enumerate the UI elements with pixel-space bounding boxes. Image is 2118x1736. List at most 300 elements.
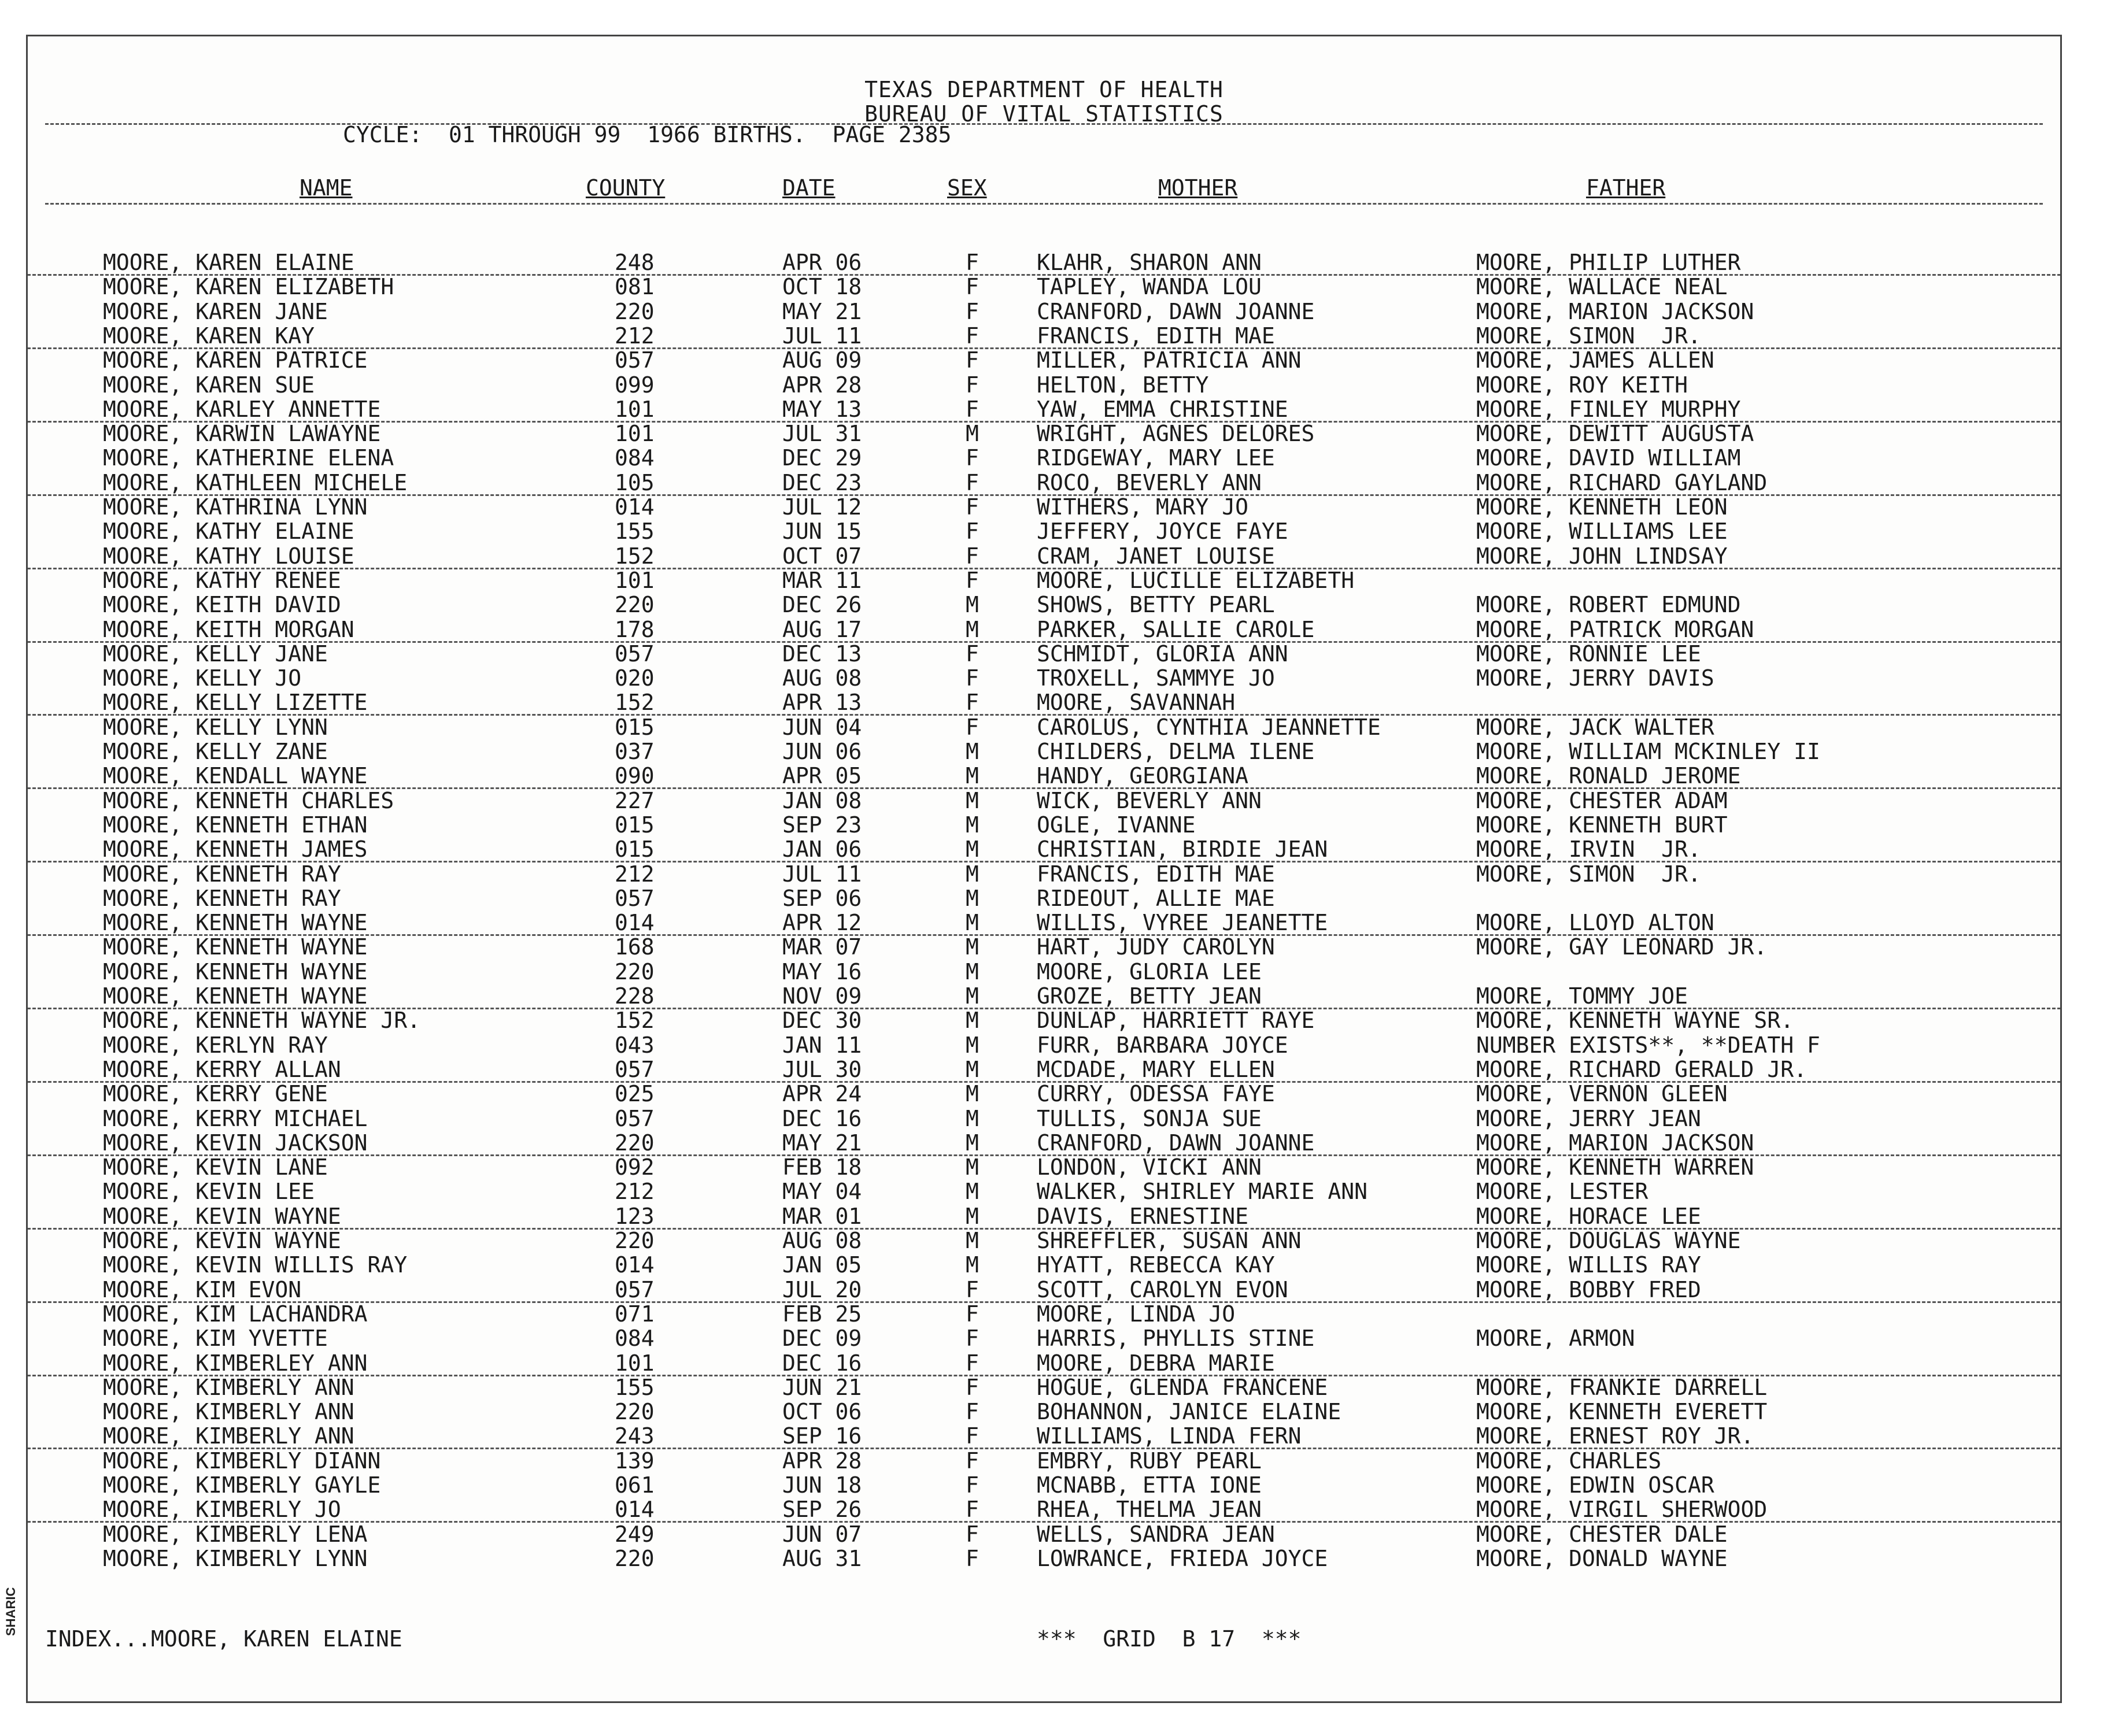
record-county: 212 (615, 323, 655, 349)
record-county: 057 (615, 347, 655, 373)
record-sex: M (966, 1081, 979, 1107)
record-mother: SHOWS, BETTY PEARL (1037, 592, 1275, 618)
record-sex: F (966, 1301, 979, 1327)
record-father: MOORE, TOMMY JOE (1476, 983, 1688, 1009)
record-date: MAR 11 (782, 567, 862, 593)
record-date: AUG 17 (782, 616, 862, 642)
record-sex: F (966, 665, 979, 691)
record-name: MOORE, KERRY MICHAEL (103, 1105, 368, 1131)
record-county: 071 (615, 1301, 655, 1327)
record-date: AUG 31 (782, 1545, 862, 1571)
column-header-county: COUNTY (586, 175, 666, 201)
column-header-mother: MOTHER (1158, 175, 1238, 201)
record-row (28, 960, 2060, 984)
record-name: MOORE, KENNETH ETHAN (103, 812, 368, 838)
record-sex: F (966, 298, 979, 324)
record-name: MOORE, KAREN ELIZABETH (103, 274, 394, 300)
record-father: MOORE, WALLACE NEAL (1476, 274, 1728, 300)
record-father: MOORE, KENNETH WARREN (1476, 1154, 1754, 1180)
record-sex: M (966, 934, 979, 960)
record-father: MOORE, VIRGIL SHERWOOD (1476, 1497, 1768, 1523)
record-row (28, 617, 2060, 642)
record-sex: M (966, 1154, 979, 1180)
record-county: 212 (615, 1179, 655, 1205)
record-father: MOORE, LESTER (1476, 1179, 1648, 1205)
record-row (28, 1497, 2060, 1522)
record-mother: WILLIAMS, LINDA FERN (1037, 1423, 1302, 1449)
record-row (28, 935, 2060, 959)
record-row (28, 519, 2060, 543)
record-sex: M (966, 1056, 979, 1082)
record-county: 101 (615, 421, 655, 447)
record-county: 057 (615, 1276, 655, 1302)
record-date: JAN 06 (782, 836, 862, 863)
record-father: MOORE, MARION JACKSON (1476, 298, 1754, 324)
record-county: 243 (615, 1423, 655, 1449)
record-county: 015 (615, 714, 655, 740)
record-date: MAY 16 (782, 958, 862, 984)
record-mother: HOGUE, GLENDA FRANCENE (1037, 1374, 1328, 1400)
record-name: MOORE, KAREN KAY (103, 323, 315, 349)
record-father: MOORE, CHESTER DALE (1476, 1521, 1728, 1547)
record-county: 057 (615, 885, 655, 911)
record-mother: DUNLAP, HARRIETT RAYE (1037, 1008, 1315, 1034)
record-date: JUN 04 (782, 714, 862, 740)
record-father: MOORE, RICHARD GAYLAND (1476, 469, 1768, 495)
record-name: MOORE, KIMBERLY LENA (103, 1521, 368, 1547)
record-mother: MCNABB, ETTA IONE (1037, 1472, 1262, 1498)
record-county: 152 (615, 690, 655, 716)
record-date: MAR 07 (782, 934, 862, 960)
record-date: SEP 06 (782, 885, 862, 911)
record-father: MOORE, PHILIP LUTHER (1476, 250, 1741, 275)
record-row (28, 495, 2060, 519)
record-mother: SCOTT, CAROLYN EVON (1037, 1276, 1288, 1302)
record-name: MOORE, KAREN ELAINE (103, 250, 354, 275)
record-name: MOORE, KARWIN LAWAYNE (103, 421, 381, 447)
footer-grid: *** GRID B 17 *** (1037, 1626, 1302, 1652)
record-row (28, 886, 2060, 910)
record-date: MAR 01 (782, 1203, 862, 1229)
record-date: AUG 09 (782, 347, 862, 373)
record-name: MOORE, KAREN PATRICE (103, 347, 368, 373)
record-sex: F (966, 469, 979, 495)
record-mother: MOORE, SAVANNAH (1037, 690, 1236, 716)
record-date: OCT 18 (782, 274, 862, 300)
record-sex: M (966, 812, 979, 838)
record-sex: F (966, 1326, 979, 1352)
record-county: 249 (615, 1521, 655, 1547)
record-sex: F (966, 543, 979, 569)
record-row (28, 1351, 2060, 1375)
record-name: MOORE, KENNETH CHARLES (103, 787, 394, 813)
record-mother: CRANFORD, DAWN JOANNE (1037, 298, 1315, 324)
record-county: 220 (615, 1228, 655, 1253)
record-father: MOORE, KENNETH EVERETT (1476, 1399, 1768, 1425)
record-county: 152 (615, 543, 655, 569)
record-date: DEC 16 (782, 1350, 862, 1376)
record-date: DEC 16 (782, 1105, 862, 1131)
record-mother: WRIGHT, AGNES DELORES (1037, 421, 1315, 447)
record-sex: F (966, 1497, 979, 1523)
record-name: MOORE, KIMBERLY LYNN (103, 1545, 368, 1571)
record-sex: F (966, 690, 979, 716)
record-name: MOORE, KELLY LIZETTE (103, 690, 368, 716)
record-date: JUN 21 (782, 1374, 862, 1400)
record-row (28, 1033, 2060, 1057)
record-mother: GROZE, BETTY JEAN (1037, 983, 1262, 1009)
record-row (28, 715, 2060, 739)
record-county: 155 (615, 519, 655, 545)
record-date: APR 05 (782, 763, 862, 789)
record-mother: PARKER, SALLIE CAROLE (1037, 616, 1315, 642)
record-date: JUL 20 (782, 1276, 862, 1302)
record-date: APR 13 (782, 690, 862, 716)
record-date: APR 12 (782, 910, 862, 936)
record-mother: MOORE, GLORIA LEE (1037, 958, 1262, 984)
record-mother: KLAHR, SHARON ANN (1037, 250, 1262, 275)
record-name: MOORE, KERLYN RAY (103, 1032, 328, 1058)
record-mother: MOORE, LINDA JO (1037, 1301, 1236, 1327)
record-name: MOORE, KIM EVON (103, 1276, 302, 1302)
record-name: MOORE, KELLY ZANE (103, 739, 328, 764)
record-county: 014 (615, 910, 655, 936)
record-row (28, 910, 2060, 935)
record-mother: RIDGEWAY, MARY LEE (1037, 445, 1275, 471)
record-row (28, 1522, 2060, 1546)
record-date: APR 06 (782, 250, 862, 275)
record-name: MOORE, KELLY JO (103, 665, 302, 691)
record-date: JUL 11 (782, 323, 862, 349)
record-date: JUN 15 (782, 519, 862, 545)
record-mother: TAPLEY, WANDA LOU (1037, 274, 1262, 300)
record-father: MOORE, CHESTER ADAM (1476, 787, 1728, 813)
record-mother: YAW, EMMA CHRISTINE (1037, 396, 1288, 422)
record-mother: WICK, BEVERLY ANN (1037, 787, 1262, 813)
record-county: 105 (615, 469, 655, 495)
record-sex: F (966, 1472, 979, 1498)
record-father: MOORE, RICHARD GERALD JR. (1476, 1056, 1807, 1082)
record-row (28, 568, 2060, 593)
record-name: MOORE, KATHLEEN MICHELE (103, 469, 408, 495)
record-mother: MCDADE, MARY ELLEN (1037, 1056, 1275, 1082)
record-father: MOORE, FINLEY MURPHY (1476, 396, 1741, 422)
record-row (28, 813, 2060, 837)
record-sex: F (966, 372, 979, 398)
record-date: NOV 09 (782, 983, 862, 1009)
record-name: MOORE, KARLEY ANNETTE (103, 396, 381, 422)
record-county: 228 (615, 983, 655, 1009)
record-name: MOORE, KEVIN WAYNE (103, 1228, 341, 1253)
record-name: MOORE, KERRY GENE (103, 1081, 328, 1107)
record-mother: HANDY, GEORGIANA (1037, 763, 1249, 789)
record-sex: F (966, 1399, 979, 1425)
record-row (28, 1326, 2060, 1350)
record-name: MOORE, KIM YVETTE (103, 1326, 328, 1352)
record-date: MAY 13 (782, 396, 862, 422)
record-county: 014 (615, 1497, 655, 1523)
record-county: 220 (615, 1399, 655, 1425)
record-county: 057 (615, 1105, 655, 1131)
record-father: MOORE, RONNIE LEE (1476, 641, 1701, 667)
record-date: JUL 31 (782, 421, 862, 447)
record-name: MOORE, KENNETH WAYNE (103, 983, 368, 1009)
record-mother: HELTON, BETTY (1037, 372, 1209, 398)
record-name: MOORE, KEITH MORGAN (103, 616, 354, 642)
record-county: 020 (615, 665, 655, 691)
record-name: MOORE, KELLY JANE (103, 641, 328, 667)
record-name: MOORE, KELLY LYNN (103, 714, 328, 740)
column-header-father: FATHER (1586, 175, 1666, 201)
record-mother: FURR, BARBARA JOYCE (1037, 1032, 1288, 1058)
record-county: 101 (615, 567, 655, 593)
record-mother: LOWRANCE, FRIEDA JOYCE (1037, 1545, 1328, 1571)
record-name: MOORE, KENNETH WAYNE (103, 958, 368, 984)
footer-index: INDEX...MOORE, KAREN ELAINE (45, 1626, 402, 1652)
record-name: MOORE, KEVIN LANE (103, 1154, 328, 1180)
record-name: MOORE, KEVIN WILLIS RAY (103, 1252, 408, 1278)
column-header-date: DATE (782, 175, 836, 201)
bureau-title: BUREAU OF VITAL STATISTICS (864, 101, 1224, 127)
record-mother: SHREFFLER, SUSAN ANN (1037, 1228, 1302, 1253)
record-county: 037 (615, 739, 655, 764)
record-county: 081 (615, 274, 655, 300)
record-row (28, 446, 2060, 470)
record-date: AUG 08 (782, 665, 862, 691)
record-sex: F (966, 1374, 979, 1400)
record-sex: F (966, 714, 979, 740)
record-name: MOORE, KIMBERLY ANN (103, 1374, 354, 1400)
record-sex: F (966, 323, 979, 349)
record-sex: F (966, 1276, 979, 1302)
record-county: 248 (615, 250, 655, 275)
record-father: MOORE, RONALD JEROME (1476, 763, 1741, 789)
record-sex: M (966, 421, 979, 447)
record-mother: CAROLUS, CYNTHIA JEANNETTE (1037, 714, 1381, 740)
record-name: MOORE, KEITH DAVID (103, 592, 341, 618)
record-sex: M (966, 861, 979, 887)
record-mother: WITHERS, MARY JO (1037, 494, 1249, 520)
record-name: MOORE, KIMBERLY DIANN (103, 1448, 381, 1474)
record-row (28, 471, 2060, 495)
record-sex: F (966, 1423, 979, 1449)
record-county: 152 (615, 1008, 655, 1034)
record-row (28, 764, 2060, 788)
record-father: MOORE, CHARLES (1476, 1448, 1662, 1474)
record-row (28, 1546, 2060, 1571)
record-name: MOORE, KATHY ELAINE (103, 519, 354, 545)
record-name: MOORE, KAREN SUE (103, 372, 315, 398)
record-mother: DAVIS, ERNESTINE (1037, 1203, 1249, 1229)
record-row (28, 1375, 2060, 1400)
record-father: MOORE, IRVIN JR. (1476, 836, 1701, 863)
record-row (28, 593, 2060, 617)
record-mother: HARRIS, PHYLLIS STINE (1037, 1326, 1315, 1352)
record-sex: M (966, 739, 979, 764)
record-mother: WELLS, SANDRA JEAN (1037, 1521, 1275, 1547)
record-father: MOORE, SIMON JR. (1476, 323, 1701, 349)
record-mother: WALKER, SHIRLEY MARIE ANN (1037, 1179, 1367, 1205)
record-row (28, 1057, 2060, 1082)
record-father: MOORE, DAVID WILLIAM (1476, 445, 1741, 471)
record-county: 057 (615, 1056, 655, 1082)
record-mother: LONDON, VICKI ANN (1037, 1154, 1262, 1180)
record-date: MAY 21 (782, 298, 862, 324)
record-sex: M (966, 1228, 979, 1253)
record-sex: F (966, 445, 979, 471)
record-father: MOORE, HORACE LEE (1476, 1203, 1701, 1229)
record-sex: M (966, 616, 979, 642)
record-row (28, 1204, 2060, 1228)
record-father: MOORE, SIMON JR. (1476, 861, 1701, 887)
record-name: MOORE, KEVIN LEE (103, 1179, 315, 1205)
record-row (28, 1253, 2060, 1277)
record-father: MOORE, ROY KEITH (1476, 372, 1688, 398)
record-row (28, 275, 2060, 299)
record-date: DEC 29 (782, 445, 862, 471)
record-sex: F (966, 519, 979, 545)
record-row (28, 1400, 2060, 1424)
record-date: FEB 18 (782, 1154, 862, 1180)
column-header-name: NAME (300, 175, 353, 201)
record-row (28, 299, 2060, 324)
record-county: 227 (615, 787, 655, 813)
record-father: MOORE, EDWIN OSCAR (1476, 1472, 1714, 1498)
record-date: SEP 23 (782, 812, 862, 838)
record-mother: CRAM, JANET LOUISE (1037, 543, 1275, 569)
record-county: 061 (615, 1472, 655, 1498)
record-date: JUL 12 (782, 494, 862, 520)
record-father: MOORE, LLOYD ALTON (1476, 910, 1714, 936)
record-date: JUL 11 (782, 861, 862, 887)
record-mother: TULLIS, SONJA SUE (1037, 1105, 1262, 1131)
record-sex: M (966, 1105, 979, 1131)
record-sex: M (966, 1252, 979, 1278)
record-sex: F (966, 1448, 979, 1474)
record-sex: M (966, 910, 979, 936)
record-date: SEP 16 (782, 1423, 862, 1449)
record-date: JUN 06 (782, 739, 862, 764)
record-county: 220 (615, 592, 655, 618)
record-sex: M (966, 787, 979, 813)
record-row (28, 348, 2060, 372)
record-sex: F (966, 250, 979, 275)
record-row (28, 666, 2060, 690)
record-sex: M (966, 836, 979, 863)
record-father: MOORE, ROBERT EDMUND (1476, 592, 1741, 618)
record-county: 014 (615, 494, 655, 520)
record-name: MOORE, KIMBERLY ANN (103, 1399, 354, 1425)
record-county: 025 (615, 1081, 655, 1107)
record-name: MOORE, KATHERINE ELENA (103, 445, 394, 471)
record-father: MOORE, BOBBY FRED (1476, 1276, 1701, 1302)
record-name: MOORE, KIMBERLY ANN (103, 1423, 354, 1449)
record-name: MOORE, KENNETH JAMES (103, 836, 368, 863)
record-mother: CRANFORD, DAWN JOANNE (1037, 1130, 1315, 1156)
record-father: MOORE, ERNEST ROY JR. (1476, 1423, 1754, 1449)
record-county: 139 (615, 1448, 655, 1474)
record-name: MOORE, KIMBERLY GAYLE (103, 1472, 381, 1498)
record-county: 220 (615, 958, 655, 984)
record-row (28, 1131, 2060, 1155)
record-mother: MOORE, LUCILLE ELIZABETH (1037, 567, 1355, 593)
record-row (28, 984, 2060, 1008)
record-row (28, 1008, 2060, 1032)
record-sex: M (966, 958, 979, 984)
record-row (28, 862, 2060, 886)
printout-page (26, 35, 2062, 1703)
record-row (28, 739, 2060, 764)
record-row (28, 1106, 2060, 1131)
record-sex: F (966, 1350, 979, 1376)
record-father: MOORE, GAY LEONARD JR. (1476, 934, 1768, 960)
record-date: JAN 05 (782, 1252, 862, 1278)
record-sex: F (966, 347, 979, 373)
record-county: 092 (615, 1154, 655, 1180)
record-name: MOORE, KENNETH RAY (103, 861, 341, 887)
record-mother: JEFFERY, JOYCE FAYE (1037, 519, 1288, 545)
record-row (28, 373, 2060, 397)
record-county: 101 (615, 1350, 655, 1376)
record-mother: CHRISTIAN, BIRDIE JEAN (1037, 836, 1328, 863)
record-row (28, 1449, 2060, 1473)
record-sex: M (966, 592, 979, 618)
record-father: MOORE, JAMES ALLEN (1476, 347, 1714, 373)
record-county: 015 (615, 836, 655, 863)
record-sex: M (966, 983, 979, 1009)
record-date: JUN 07 (782, 1521, 862, 1547)
record-sex: F (966, 1521, 979, 1547)
record-row (28, 324, 2060, 348)
record-county: 212 (615, 861, 655, 887)
record-sex: M (966, 1179, 979, 1205)
record-date: MAY 21 (782, 1130, 862, 1156)
record-row (28, 690, 2060, 715)
record-father: MOORE, MARION JACKSON (1476, 1130, 1754, 1156)
record-date: APR 28 (782, 1448, 862, 1474)
record-county: 090 (615, 763, 655, 789)
record-date: JAN 08 (782, 787, 862, 813)
record-date: DEC 09 (782, 1326, 862, 1352)
record-name: MOORE, KIM LACHANDRA (103, 1301, 368, 1327)
record-mother: FRANCIS, EDITH MAE (1037, 861, 1275, 887)
record-father: MOORE, WILLIAMS LEE (1476, 519, 1728, 545)
record-county: 015 (615, 812, 655, 838)
record-mother: MILLER, PATRICIA ANN (1037, 347, 1302, 373)
record-name: MOORE, KATHRINA LYNN (103, 494, 368, 520)
record-county: 168 (615, 934, 655, 960)
record-row (28, 1302, 2060, 1326)
record-mother: HART, JUDY CAROLYN (1037, 934, 1275, 960)
record-row (28, 1082, 2060, 1106)
record-sex: F (966, 396, 979, 422)
record-sex: M (966, 1032, 979, 1058)
record-sex: M (966, 1008, 979, 1034)
record-name: MOORE, KAREN JANE (103, 298, 328, 324)
record-sex: F (966, 274, 979, 300)
record-name: MOORE, KEVIN JACKSON (103, 1130, 368, 1156)
record-mother: CURRY, ODESSA FAYE (1037, 1081, 1275, 1107)
record-county: 057 (615, 641, 655, 667)
record-mother: RIDEOUT, ALLIE MAE (1037, 885, 1275, 911)
record-row (28, 1179, 2060, 1204)
record-row (28, 642, 2060, 666)
record-father: MOORE, DOUGLAS WAYNE (1476, 1228, 1741, 1253)
record-date: APR 24 (782, 1081, 862, 1107)
record-father: MOORE, PATRICK MORGAN (1476, 616, 1754, 642)
record-name: MOORE, KENDALL WAYNE (103, 763, 368, 789)
record-row (28, 397, 2060, 421)
